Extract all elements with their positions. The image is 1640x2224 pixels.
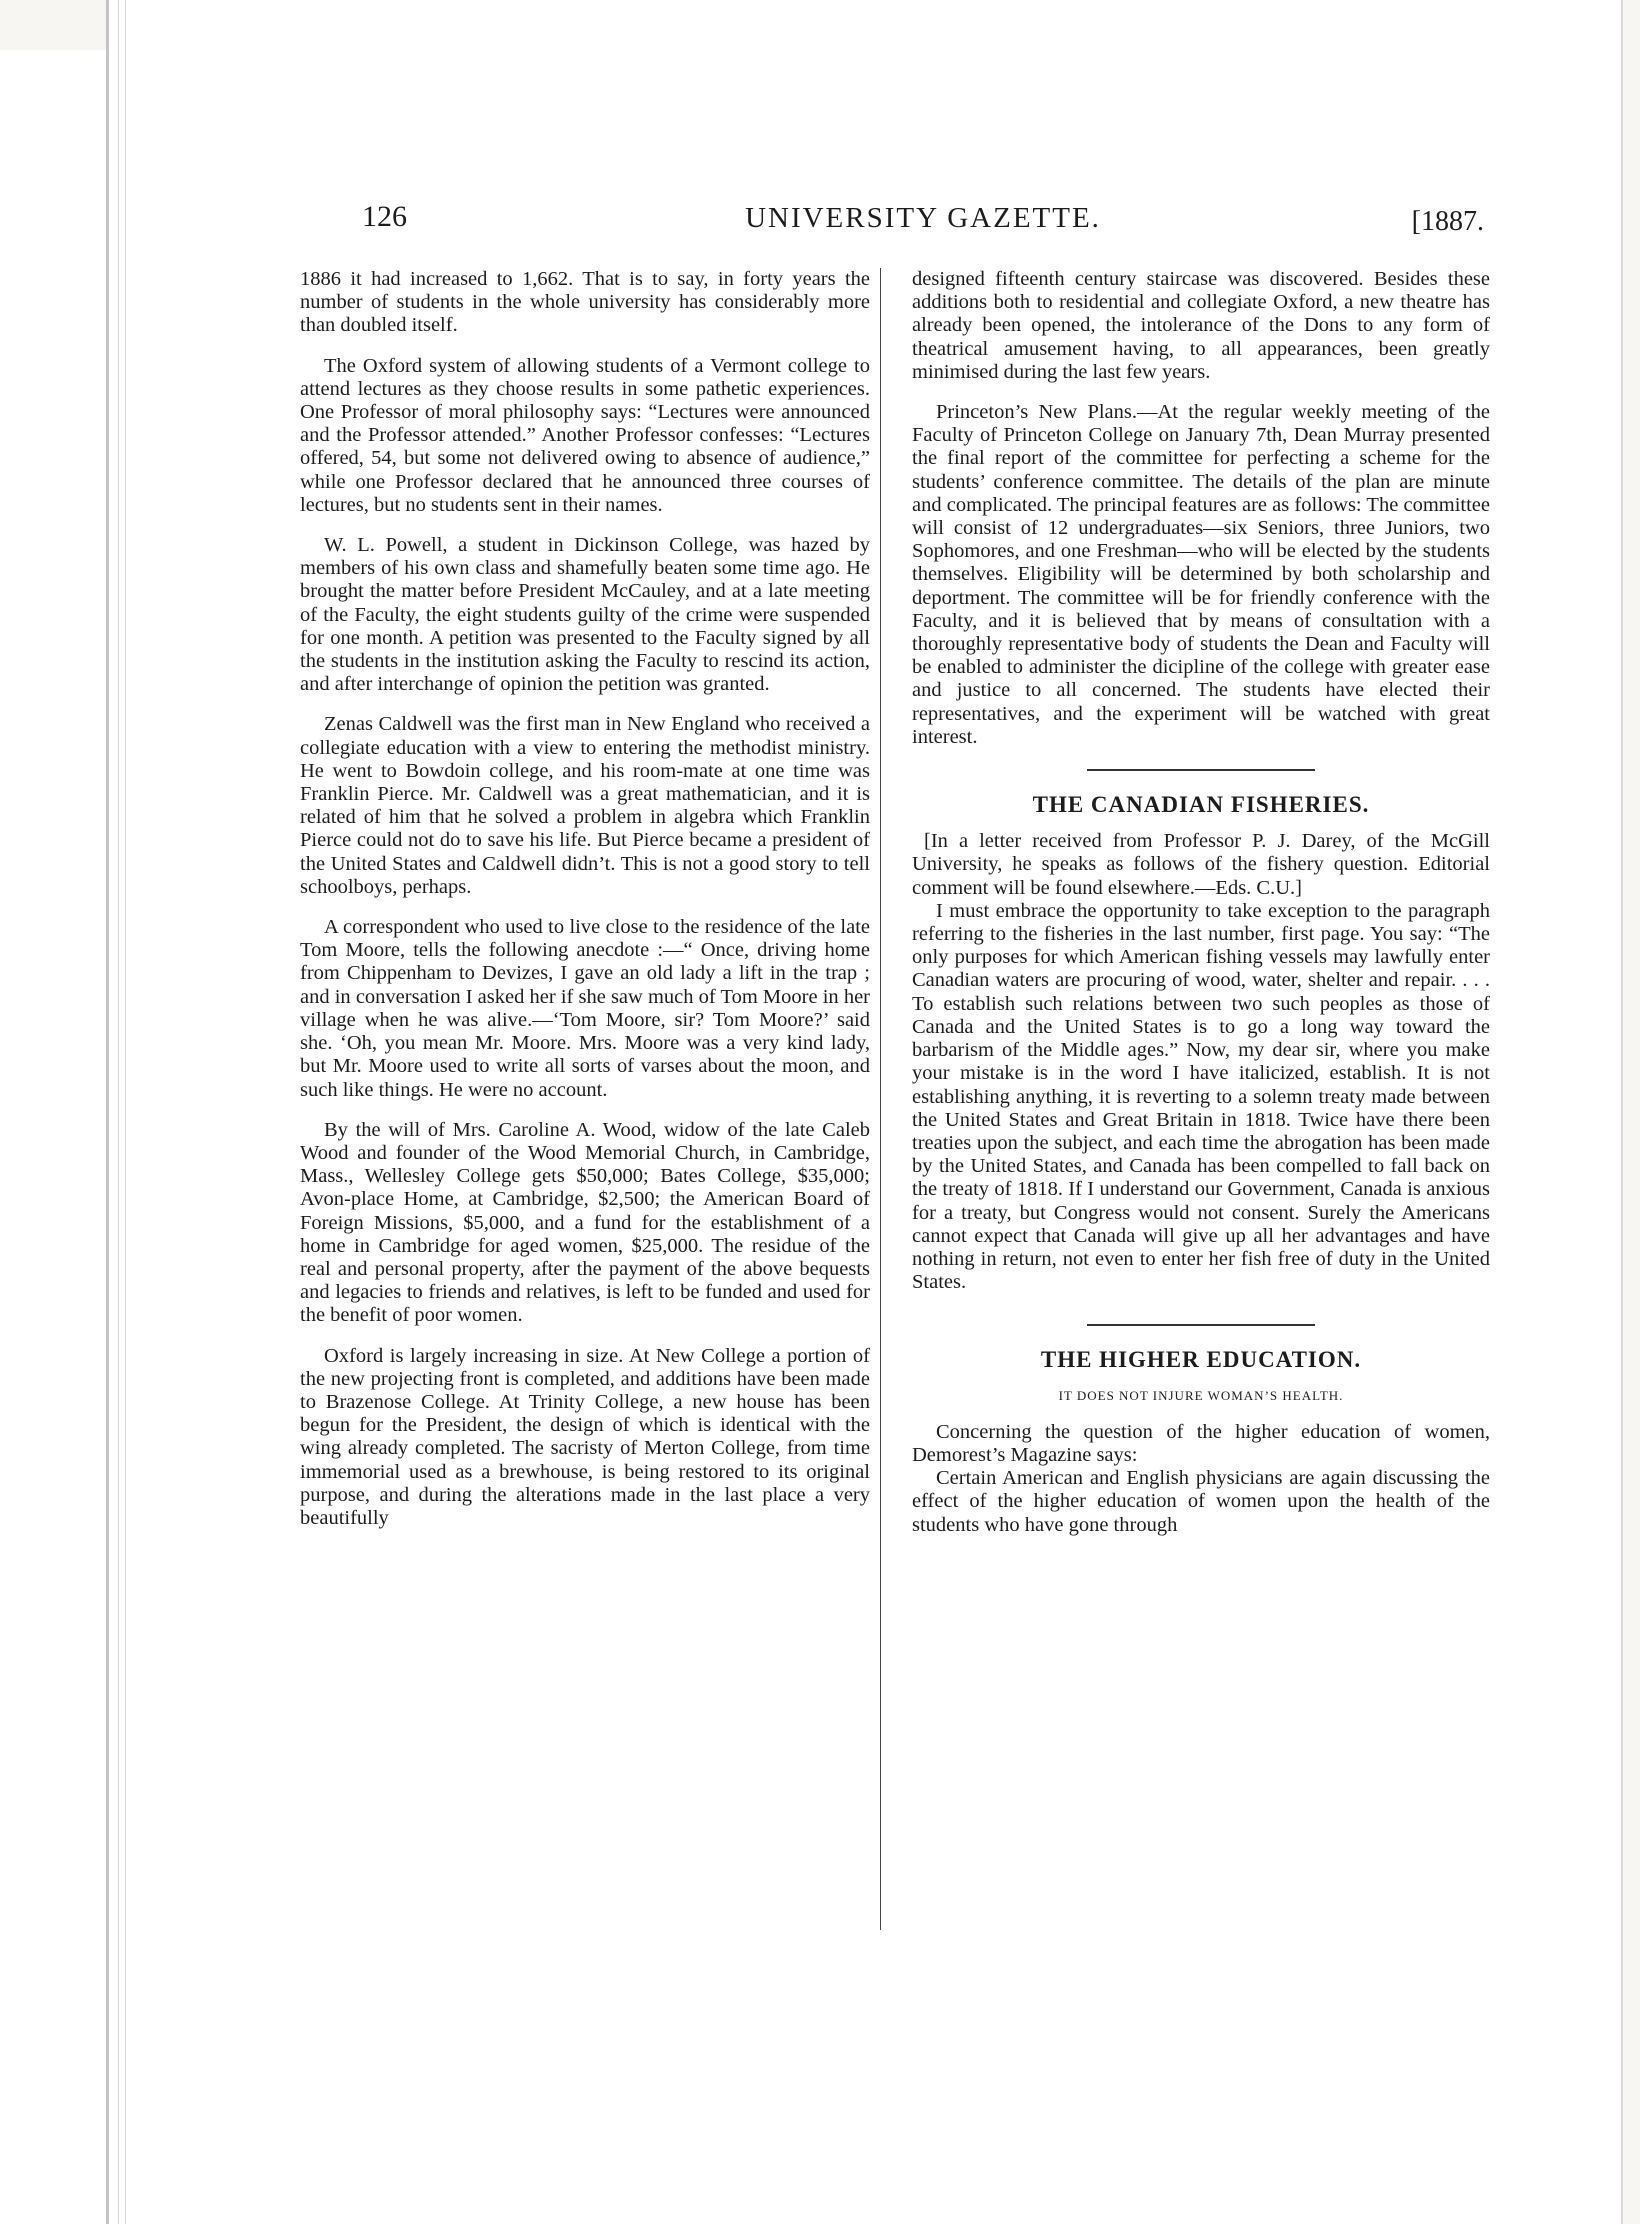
left-column — [300, 268, 870, 1530]
paragraph: Certain American and English physicians are again discussing the effect of the higher education of women upon the health of the students who have gone through — [912, 1467, 1490, 1536]
paragraph: Princeton’s New Plans.—At the regular weekly meeting of the Faculty of Princeton College on January 7th, Dean Murray presented the final report of the committee for perfecting a scheme for the students’ conference committee. The details of the plan are minute and complicated. The principal features are as follows: The committee will consist of 12 undergraduates—six Seniors, three Juniors, two Sophomores, and one Freshman—who will be elected by the students themselves. Eligibility will be determined by both scholarship and deportment. The committee will be for friendly conference with the Faculty, and it is believed that by means of consultation with a thoroughly representative body of students the Dean and Faculty will be enabled to administer the dicipline of the college with greater ease and justice to all concerned. The students have elected their representatives, and the experiment will be watched with great interest. — [912, 401, 1490, 748]
column-divider — [880, 268, 881, 1930]
paragraph: designed fifteenth century staircase was discovered. Besides these additions both to residential and collegiate Oxford, a new theatre has already been opened, the intolerance of the Dons to any form of theatrical amusement having, to all appearances, been greatly minimised during the last few years. — [912, 268, 1490, 383]
paragraph: By the will of Mrs. Caroline A. Wood, widow of the late Caleb Wood and founder of the Wood Memorial Church, in Cambridge, Mass., Wellesley College gets $50,000; Bates College, $35,000; Avon-place Home, at Cambridge, $2,500; the American Board of Foreign Missions, $5,000, and a fund for the establishment of a home in Cambridge for aged women, $25,000. The residue of the real and personal property, after the payment of the above bequests and legacies to friends and relatives, is left to be funded and used for the benefit of poor women. — [300, 1118, 870, 1327]
paragraph: 1886 it had increased to 1,662. That is to say, in forty years the number of students in the whole university has considerably more than doubled itself. — [300, 268, 870, 337]
editor-note: [In a letter received from Professor P. J. Darey, of the McGill University, he speaks as follows of the fishery question. Editorial comment will be found elsewhere.—Eds. C.U.] — [912, 830, 1490, 899]
page-edge — [118, 0, 126, 2224]
paragraph: I must embrace the opportunity to take exception to the paragraph referring to the fisheries in the last number, first page. You say: “The only purposes for which American fishing vessels may lawfully enter Canadian waters are procuring of wood, water, shelter and repair. . . . To establish such relations between two such peoples as those of Canada and the United States is to go a long way toward the barbarism of the Middle ages.” Now, my dear sir, where you make your mistake is in the word I have italicized, establish. It is not establishing anything, it is reverting to a solemn treaty made between the United States and Great Britain in 1818. Twice have there been treaties upon the subject, and each time the abrogation has been made by the United States, and Canada has been compelled to fall back on the treaty of 1818. If I understand our Government, Canada is anxious for a treaty, but Congress would not consent. Surely the Americans cannot expect that Canada will give up all her advantages and have nothing in return, not even to enter her fish free of duty in the United States. — [912, 899, 1490, 1294]
publication-title: UNIVERSITY GAZETTE. — [745, 202, 1101, 234]
right-column — [912, 268, 1490, 1537]
paragraph: A correspondent who used to live close to the residence of the late Tom Moore, tells the following anecdote :—“ Once, driving home from Chippenham to Devizes, I gave an old lady a lift in the trap ; and in conversation I asked her if she saw much of Tom Moore in her village when he was alive.—‘Tom Moore, sir? Tom Moore?’ said she. ‘Oh, you mean Mr. Moore. Mrs. Moore was a very kind lady, but Mr. Moore used to write all sorts of varses about the moon, and such like things. He were no account. — [300, 916, 870, 1101]
year: [1887. — [1411, 206, 1484, 237]
section-subtitle: IT DOES NOT INJURE WOMAN’S HEALTH. — [1058, 1387, 1344, 1403]
section-rule — [1087, 1324, 1315, 1326]
paragraph: Zenas Caldwell was the first man in New England who received a collegiate education with a view to entering the methodist ministry. He went to Bowdoin college, and his room-mate at one time was Franklin Pierce. Mr. Caldwell was a great mathematician, and it is related of him that he solved a problem in algebra which Franklin Pierce could not do to save his life. But Pierce became a president of the United States and Caldwell didn’t. This is not a good story to tell schoolboys, perhaps. — [300, 713, 870, 898]
section-title: THE CANADIAN FISHERIES. — [1032, 792, 1370, 818]
paragraph: Concerning the question of the higher education of women, Demorest’s Magazine says: — [912, 1420, 1490, 1466]
page-number: 126 — [362, 200, 407, 233]
page-header — [362, 200, 1484, 250]
paragraph: The Oxford system of allowing students of a Vermont college to attend lectures as they choose results in some pathetic experiences. One Professor of moral philosophy says: “Lectures were announced and the Professor attended.” Another Professor confesses: “Lectures offered, 54, but some not delivered owing to absence of audience,” while one Professor declared that he announced three courses of lectures, but no students sent in their names. — [300, 354, 870, 516]
section-rule — [1087, 769, 1315, 771]
paragraph: Oxford is largely increasing in size. At New College a portion of the new projecting front is completed, and additions have been made to Brazenose College. At Trinity College, a new house has been begun for the President, the design of which is identical with the wing already completed. The sacristy of Merton College, from time immemorial used as a brewhouse, is being restored to its original purpose, and during the alterations made in the last place a very beautifully — [300, 1344, 870, 1529]
section-title: THE HIGHER EDUCATION. — [1040, 1347, 1362, 1373]
paragraph: W. L. Powell, a student in Dickinson College, was hazed by members of his own class and shamefully beaten some time ago. He brought the matter before President McCauley, and at a late meeting of the Faculty, the eight students guilty of the crime were suspended for one month. A petition was presented to the Faculty signed by all the students in the institution asking the Faculty to rescind its action, and after interchange of opinion the petition was granted. — [300, 534, 870, 696]
